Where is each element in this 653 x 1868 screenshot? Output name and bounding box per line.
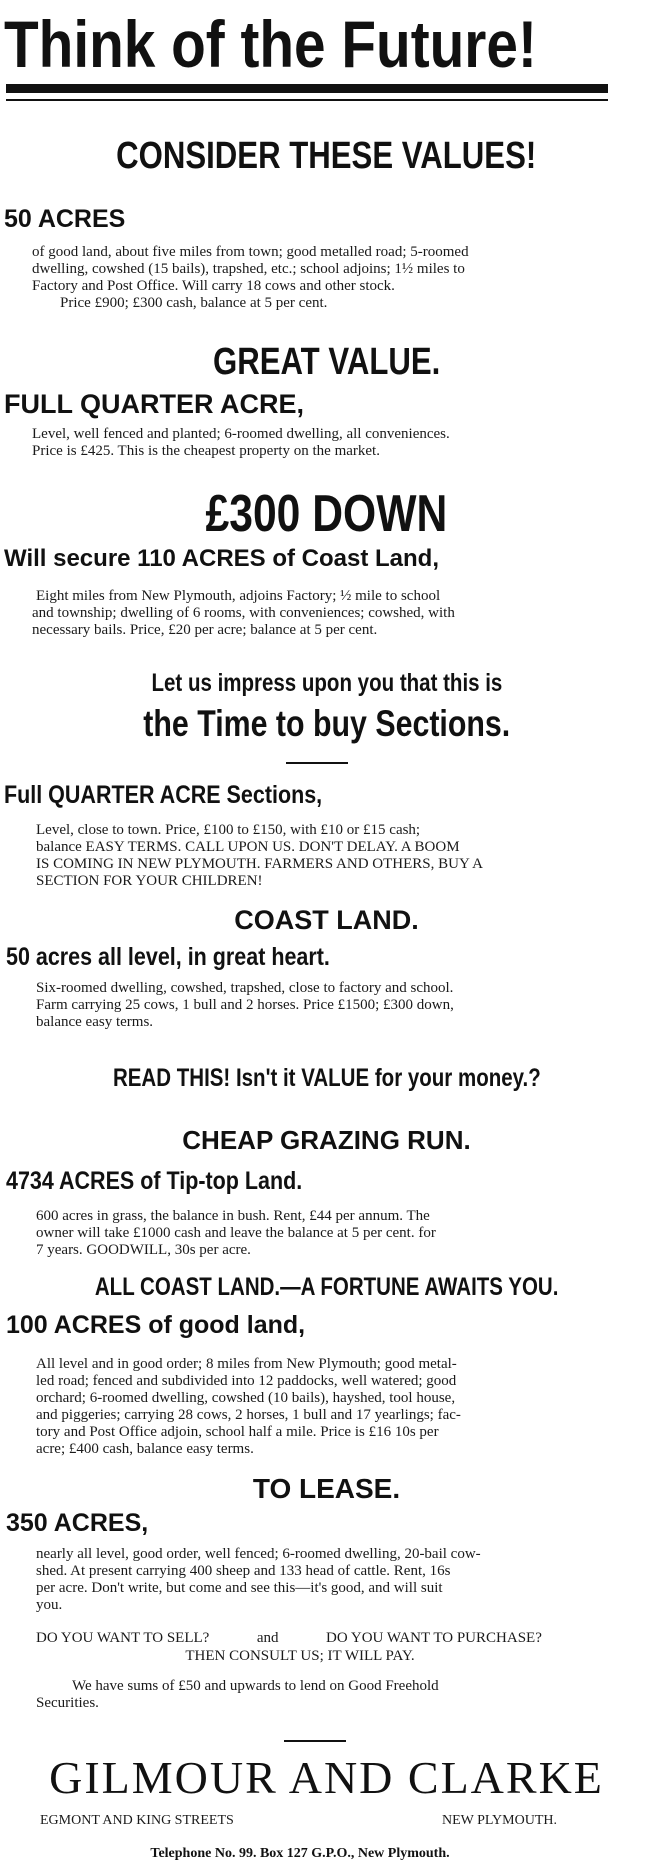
- fortune-kicker: ALL COAST LAND.—A FORTUNE AWAITS YOU.: [94, 1273, 559, 1301]
- listing-heading: 50 ACRES: [4, 205, 126, 233]
- sections-heading: Full QUARTER ACRE Sections,: [4, 781, 323, 809]
- listing-body: of good land, about five miles from town; good metalled road; 5-roomed dwelling, cowshed (15 bails), trapshed, etc.; school adjoins; 1½ miles to Factory and Post Office. Will carry 18 cows and other stock. Price £900; £300 cash, balance at 5 per cent.: [32, 244, 469, 311]
- headline-rule-thick: [6, 84, 608, 93]
- fortune-body: All level and in good order; 8 miles from New Plymouth; good metal- led road; fenced and subdivided into 12 paddocks, well watered; good orchard; 6-roomed dwelling, cowshed (10 bails), hayshed, tool house, and piggeries; carrying 28 cows, 2 horses, 1 bull and 17 yearlings; fac- tory and Post Office adjoin, school half a mile. Price is £16 10s per acre; £400 cash, balance easy terms.: [36, 1356, 461, 1457]
- coast-heading: 50 acres all level, in great heart.: [6, 943, 330, 971]
- coast-body: Six-roomed dwelling, cowshed, trapshed, close to factory and school. Farm carrying 25 cows, 1 bull and 2 horses. Price £1500; £300 down, balance easy terms.: [36, 980, 454, 1030]
- firm-address: EGMONT AND KING STREETS NEW PLYMOUTH.: [40, 1813, 558, 1828]
- coast-kicker: COAST LAND.: [234, 905, 419, 935]
- lease-body: nearly all level, good order, well fenced; 6-roomed dwelling, 20-bail cow- shed. At present carrying 400 sheep and 133 head of cattle. Rent, 16s per acre. Don't write, but come and see this—it's good, and will suit you.: [36, 1546, 481, 1613]
- impress-line: Let us impress upon you that this is: [151, 669, 502, 697]
- firm-contact: Telephone No. 99. Box 127 G.P.O., New Plymouth.: [150, 1846, 450, 1861]
- listing-body: Eight miles from New Plymouth, adjoins Factory; ½ mile to school and township; dwelling of 6 rooms, with conveniences; cowshed, with necessary bails. Price, £20 per acre; balance at 5 per cent.: [32, 588, 455, 638]
- divider: [286, 762, 348, 764]
- divider: [284, 1740, 346, 1742]
- firm-name: GILMOUR AND CLARKE: [49, 1752, 604, 1803]
- grazing-heading: 4734 ACRES of Tip-top Land.: [6, 1167, 303, 1195]
- listing-body: Level, well fenced and planted; 6-roomed dwelling, all conveniences. Price is £425. This is the cheapest property on the market.: [32, 426, 450, 459]
- sell-buy-line: DO YOU WANT TO SELL? and DO YOU WANT TO PURCHASE?: [36, 1630, 542, 1646]
- grazing-kicker: CHEAP GRAZING RUN.: [182, 1125, 471, 1155]
- sections-body: Level, close to town. Price, £100 to £150, with £10 or £15 cash; balance EASY TERMS. CALL UPON US. DON'T DELAY. A BOOM IS COMING IN NEW PLYMOUTH. FARMERS AND OTHERS, BUY A SECTION FOR YOUR CHILDREN!: [36, 822, 484, 889]
- grazing-body: 600 acres in grass, the balance in bush. Rent, £44 per annum. The owner will take £1000 cash and leave the balance at 5 per cent. for 7 years. GOODWILL, 30s per acre.: [36, 1208, 436, 1258]
- lend-body: We have sums of £50 and upwards to lend on Good Freehold Securities.: [36, 1678, 439, 1711]
- headline: Think of the Future!: [4, 7, 537, 81]
- lease-heading: 350 ACRES,: [6, 1509, 149, 1537]
- listing-kicker: GREAT VALUE.: [212, 341, 441, 383]
- read-this-line: READ THIS! Isn't it VALUE for your money.?: [112, 1064, 541, 1092]
- fortune-heading: 100 ACRES of good land,: [6, 1311, 306, 1339]
- listing-heading: Will secure 110 ACRES of Coast Land,: [4, 545, 440, 572]
- subheadline: CONSIDER THESE VALUES!: [116, 135, 537, 177]
- impress-headline: the Time to buy Sections.: [143, 703, 510, 744]
- consult-line: THEN CONSULT US; IT WILL PAY.: [185, 1648, 415, 1664]
- lease-kicker: TO LEASE.: [252, 1473, 401, 1504]
- listing-kicker: £300 DOWN: [205, 485, 448, 543]
- headline-rule-thin: [6, 99, 608, 101]
- listing-heading: FULL QUARTER ACRE,: [4, 389, 304, 419]
